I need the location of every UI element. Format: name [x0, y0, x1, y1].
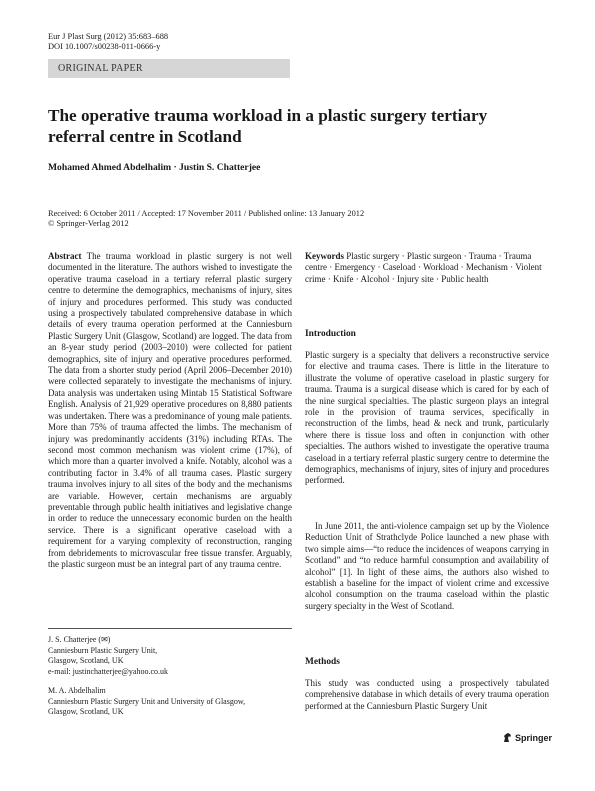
abstract: [48, 251, 292, 570]
paper-type-band: [48, 59, 290, 78]
publisher-name: Springer: [515, 732, 553, 743]
article-title: The operative trauma workload in a plastic surgery tertiary referral centre in Scotland: [48, 106, 488, 146]
copyright-line: [48, 219, 129, 228]
keywords-text: Plastic surgery · Plastic surgeon · Trauma · Trauma centre · Emergency · Caseload · Workload · Mechanism · Violent crime · Knife · Alcohol · Injury site · Public health: [305, 251, 542, 284]
affiliation-unit: Canniesburn Plastic Surgery Unit,: [48, 645, 158, 655]
keywords: [305, 251, 549, 285]
affiliation-abdelhalim: [48, 686, 292, 718]
affiliation-name: J. S. Chatterjee (✉): [48, 635, 111, 644]
journal-reference: Eur J Plast Surg (2012) 35:683–688: [48, 32, 169, 41]
copyright-icon: ©: [48, 219, 57, 228]
affiliation-chatterjee: [48, 635, 292, 677]
publisher-logo: [502, 732, 552, 745]
abstract-text: The trauma workload in plastic surgery is not well documented in the literature. The authors wished to investigate the operative trauma caseload in a tertiary referral plastic surgery centre to determine the demographics, mechanisms of injury, sites of injury and procedures performed. This study was conducted using a prospectively tabulated comprehensive database in which details of every trauma operation performed at the Canniesburn Plastic Surgery Unit (Glasgow, Scotland) are logged. The data from an 8-year study period (2003–2010) were collected for patient demographics, site of injury and operative procedures performed. The data from a shorter study period (April 2006–December 2010) were collected separately to investigate the mechanisms of injury. Data analysis was undertaken using Mintab 15 Statistical Software English. Analysis of 21,929 operative procedures on 8,880 patients was undertaken. There was a predominance of young male patients. More than 75% of trauma affected the limbs. The mechanism of injury was predominantly accidents (31%) including RTAs. The second most common mechanism was violent crime (17%), of which more than a quarter involved a knife. Notably, alcohol was a contributing factor in 3.4% of all trauma cases. Plastic surgery trauma involves injury to all sites of the body and the mechanisms are variable. However, certain mechanisms are arguably preventable through public health initiatives and legislative change in order to reduce the unnecessary economic burden on the health service. There is a significant operative caseload with a requirement for a varying complexity of reconstruction, ranging from debridements to microvascular free tissue transfer. Arguably, the plastic surgeon must be an integral part of any trauma centre.: [48, 251, 292, 569]
paper-type-label: ORIGINAL PAPER: [58, 63, 143, 74]
abstract-label: Abstract: [48, 251, 82, 261]
author-list: Mohamed Ahmed Abdelhalim · Justin S. Chatterjee: [48, 162, 261, 173]
methods-heading: Methods: [305, 657, 340, 667]
affiliation-unit: Canniesburn Plastic Surgery Unit and University of Glasgow,: [48, 696, 246, 706]
introduction-paragraph-1: Plastic surgery is a specialty that delivers a reconstructive service for elective and trauma cases. There is little in the literature to illustrate the volume of operative caseload in plastic surgery for trauma. Trauma is a surgical disease which is cared for by each of the nine surgical specialties. The plastic surgeon plays an integral role in the provision of trauma services, specifically in reconstruction of the limbs, head & neck and trunk, particularly where there is tissue loss and often in conjunction with other specialties. The authors wished to investigate the operative trauma caseload in a tertiary referral plastic surgery centre to determine the demographics, mechanisms of injury, sites of injury and procedures performed.: [305, 350, 549, 486]
copyright-text: Springer-Verlag 2012: [56, 219, 129, 228]
affiliation-name: M. A. Abdelhalim: [48, 686, 106, 695]
affiliation-email[interactable]: e-mail: justinchatterjee@yahoo.co.uk: [48, 666, 168, 676]
affiliation-location: Glasgow, Scotland, UK: [48, 656, 124, 665]
springer-horse-icon: [502, 732, 513, 745]
methods-paragraph-1: This study was conducted using a prospectively tabulated comprehensive database in which details of every trauma operation performed at the Canniesburn Plastic Surgery Unit: [305, 678, 549, 711]
footnote-divider: [48, 628, 292, 629]
keywords-label: Keywords: [305, 251, 344, 261]
affiliation-location: Glasgow, Scotland, UK: [48, 707, 124, 716]
doi: DOI 10.1007/s00238-011-0666-y: [48, 42, 161, 51]
introduction-heading: Introduction: [305, 329, 356, 339]
publication-dates: Received: 6 October 2011 / Accepted: 17 November 2011 / Published online: 13 January 2012: [48, 209, 365, 218]
introduction-paragraph-2: In June 2011, the anti-violence campaign set up by the Violence Reduction Unit of Strathclyde Police launched a new phase with two simple aims—“to reduce the incidences of weapons carrying in Scotland” and “to reduce harmful consumption and availability of alcohol” [1]. In light of these aims, the authors also wished to establish a baseline for the impact of violent crime and excessive alcohol consumption on the trauma caseload within the plastic surgery specialty in the West of Scotland.: [305, 521, 549, 611]
